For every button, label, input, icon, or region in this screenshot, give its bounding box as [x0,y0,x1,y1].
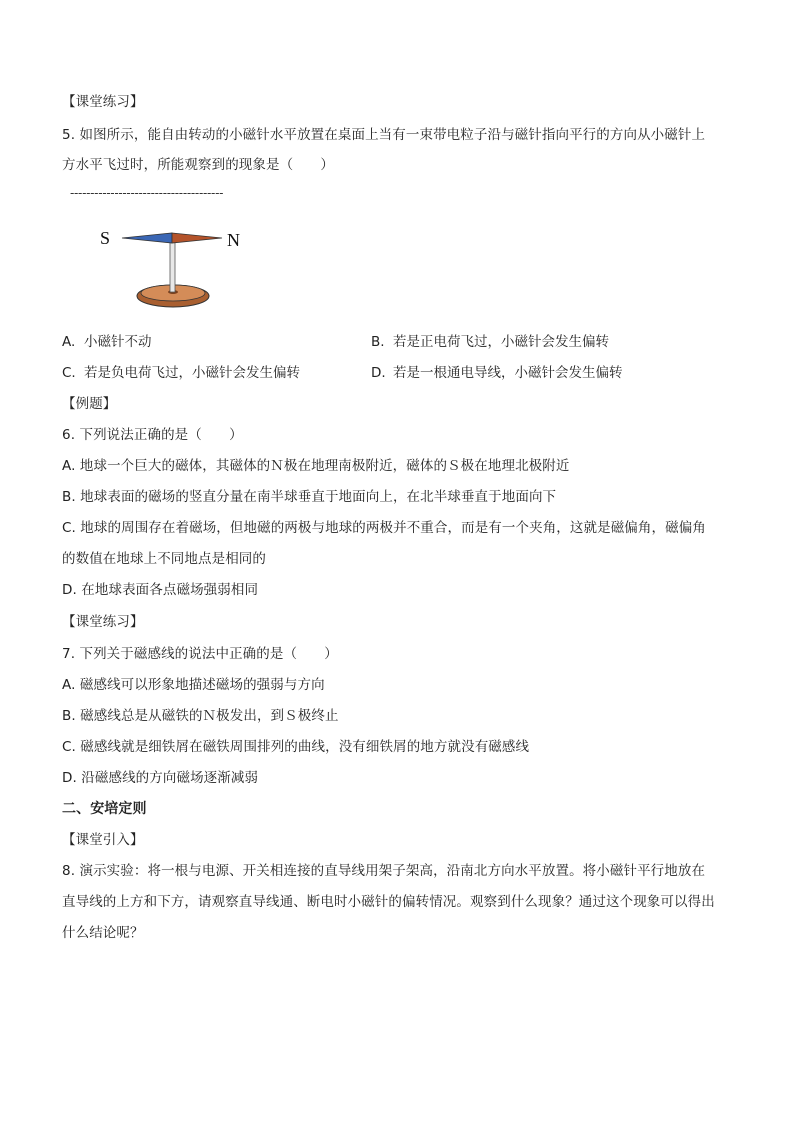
compass-figure [96,222,256,312]
q8-line2: 直导线的上方和下方，请观察直导线通、断电时小磁针的偏转情况。观察到什么现象？通过这个现象可以得出 [62,894,715,910]
q6-stem: 6. 下列说法正确的是（ ） [62,427,243,443]
option-label: D. [371,365,386,381]
q5-option-d [371,363,623,383]
header-practice-2: 【课堂练习】 [62,614,144,630]
needle-south-half [122,233,172,243]
q6-option-b: B. 地球表面的磁场的竖直分量在南半球垂直于地面向上，在北半球垂直于地面向下 [62,489,557,505]
q5-stem-line1: 5. 如图所示，能自由转动的小磁针水平放置在桌面上当有一束带电粒子沿与磁针指向平行的方向从小磁针上 [62,127,706,143]
header-example: 【例题】 [62,396,117,412]
q7-option-c: C. 磁感线就是细铁屑在磁铁周围排列的曲线，没有细铁屑的地方就没有磁感线 [62,739,530,755]
q6-option-d: D. 在地球表面各点磁场强弱相同 [62,582,259,598]
option-label: C. [62,365,76,381]
option-text: 若是负电荷飞过，小磁针会发生偏转 [84,365,300,381]
q7-stem: 7. 下列关于磁感线的说法中正确的是（ ） [62,646,338,662]
q5-option-b [371,332,609,352]
needle-north-half [172,233,222,243]
q5-stem-line2: 方水平飞过时，所能观察到的现象是（ ） [62,157,334,173]
section-title: 二、安培定则 [62,801,147,817]
option-label: B. [371,334,385,350]
header-practice-1: 【课堂练习】 [62,94,144,110]
compass-svg [96,222,256,312]
q6-option-a: A. 地球一个巨大的磁体，其磁体的Ｎ极在地理南极附近，磁体的Ｓ极在地理北极附近 [62,458,570,474]
header-intro: 【课堂引入】 [62,832,144,848]
pole-s-label: S [100,228,111,248]
q5-option-c [62,363,300,383]
option-text: 小磁针不动 [84,334,152,350]
option-text: 若是一根通电导线，小磁针会发生偏转 [393,365,623,381]
q7-option-a: A. 磁感线可以形象地描述磁场的强弱与方向 [62,677,325,693]
q7-option-d: D. 沿磁感线的方向磁场逐渐减弱 [62,770,259,786]
q8-line1: 8. 演示实验：将一根与电源、开关相连接的直导线用架子架高，沿南北方向水平放置。将小磁针平行地放在 [62,863,706,879]
option-label: A. [62,334,76,350]
compass-pivot [170,240,175,292]
q8-line3: 什么结论呢？ [62,925,144,941]
q7-option-b: B. 磁感线总是从磁铁的Ｎ极发出，到Ｓ极终止 [62,708,339,724]
q6-option-c-line1: C. 地球的周围存在着磁场，但地磁的两极与地球的两极并不重合，而是有一个夹角，这就是磁偏角，磁偏角 [62,520,706,536]
pole-n-label: N [227,230,240,250]
q6-option-c-line2: 的数值在地球上不同地点是相同的 [62,551,266,567]
separator-line: -------------------------------------- [70,186,224,200]
option-text: 若是正电荷飞过，小磁针会发生偏转 [393,334,609,350]
q5-option-a [62,332,152,352]
